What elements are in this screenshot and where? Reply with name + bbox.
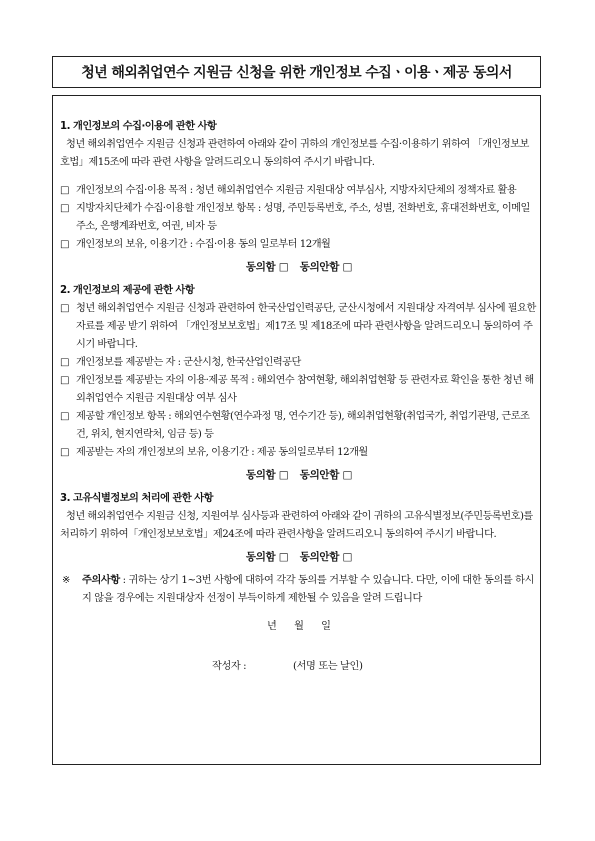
signature-line [60, 658, 538, 676]
section3-disagree-checkbox[interactable]: 동의안함 □ [299, 551, 353, 563]
item-text: 청년 해외취업연수 지원금 신청과 관련하여 한국산업인력공단, 군산시청에서 지원대상 자격여부 심사에 필요한 자료를 제공 받기 위하여 「개인정보보호법」제17조 및 제18조에 따라 관련사항을 알려드리오니 동의하여 주시기 바랍니다. [76, 303, 536, 350]
section1-heading: 1. 개인정보의 수집·이용에 관한 사항 [60, 121, 217, 132]
section2-consent [60, 466, 538, 484]
section1-item-fields [60, 200, 538, 236]
section2-agree-checkbox[interactable]: 동의함 □ [245, 469, 289, 481]
section2-item-period [60, 444, 538, 462]
item-text: 제공할 개인정보 항목 : 해외연수현황(연수과정 명, 연수기간 등), 해외취업현황(취업국가, 취업기관명, 근로조건, 위치, 현지연락처, 임금 등) 등 [76, 411, 530, 440]
section2-heading: 2. 개인정보의 제공에 관한 사항 [60, 285, 195, 296]
item-text: 개인정보의 보유, 이용기간 : 수집·이용 동의 일로부터 12개월 [76, 239, 331, 250]
item-text: 제공받는 자의 개인정보의 보유, 이용기간 : 제공 동의일로부터 12개월 [76, 447, 368, 458]
section1-disagree-checkbox[interactable]: 동의안함 □ [299, 261, 353, 273]
section1-consent [60, 258, 538, 276]
section1-item-purpose [60, 182, 538, 200]
section1-agree-checkbox[interactable]: 동의함 □ [245, 261, 289, 273]
author-label: 작성자 : [212, 661, 247, 672]
section1-item-period [60, 236, 538, 254]
notice-text: : 귀하는 상기 1~3번 사항에 대하여 각각 동의를 거부할 수 있습니다. 다만, 이에 대한 동의를 하시지 않을 경우에는 지원대상자 선정이 부득이하게 제한될 수 있음을 알려 드립니다 [82, 575, 535, 604]
bullet-box-icon: □ [60, 239, 70, 250]
bullet-box-icon: □ [60, 185, 70, 196]
date-line[interactable]: 년 월 일 [267, 621, 331, 632]
notice [60, 572, 538, 608]
section2-disagree-checkbox[interactable]: 동의안함 □ [299, 469, 353, 481]
section1-intro: 청년 해외취업연수 지원금 신청과 관련하여 아래와 같이 귀하의 개인정보를 수집·이용하기 위하여 「개인정보보호법」제15조에 따라 관련 사항을 알려드리오니 동의하여 주시기 바랍니다. [60, 139, 529, 168]
reference-mark-icon: ※ [62, 575, 71, 586]
section3-consent [60, 548, 538, 566]
section2-item-recipient [60, 354, 538, 372]
document-title: 청년 해외취업연수 지원금 신청을 위한 개인정보 수집ㆍ이용ㆍ제공 동의서 [52, 56, 541, 88]
section3-agree-checkbox[interactable]: 동의함 □ [245, 551, 289, 563]
bullet-box-icon: □ [60, 357, 70, 368]
bullet-box-icon: □ [60, 303, 70, 314]
item-text: 개인정보를 제공받는 자의 이용·제공 목적 : 해외연수 참여현황, 해외취업현황 등 관련자료 확인을 통한 청년 해외취업연수 지원금 지원대상 여부 심사 [76, 375, 534, 404]
bullet-box-icon: □ [60, 447, 70, 458]
bullet-box-icon: □ [60, 375, 70, 386]
bullet-box-icon: □ [60, 411, 70, 422]
section2-item-purpose [60, 372, 538, 408]
section3-intro: 청년 해외취업연수 지원금 신청, 지원여부 심사등과 관련하여 아래와 같이 귀하의 고유식별정보(주민등록번호)를 처리하기 위하여「개인정보보호법」제24조에 따라 관련사항을 알려드리오니 동의하여 주시기 바랍니다. [60, 511, 533, 540]
section2-item-intro [60, 300, 538, 354]
form-body [60, 118, 538, 676]
notice-label: 주의사항 [82, 575, 120, 586]
item-text: 개인정보의 수집·이용 목적 : 청년 해외취업연수 지원금 지원대상 여부심사, 지방자치단체의 정책자료 활용 [76, 185, 517, 196]
section2-item-fields [60, 408, 538, 444]
bullet-box-icon: □ [60, 203, 70, 214]
item-text: 개인정보를 제공받는 자 : 군산시청, 한국산업인력공단 [76, 357, 301, 368]
item-text: 지방자치단체가 수집·이용할 개인정보 항목 : 성명, 주민등록번호, 주소, 성별, 전화번호, 휴대전화번호, 이메일주소, 은행계좌번호, 여권, 비자 등 [76, 203, 530, 232]
section3-heading: 3. 고유식별정보의 처리에 관한 사항 [60, 493, 213, 504]
signature-field[interactable]: (서명 또는 날인) [293, 661, 363, 672]
